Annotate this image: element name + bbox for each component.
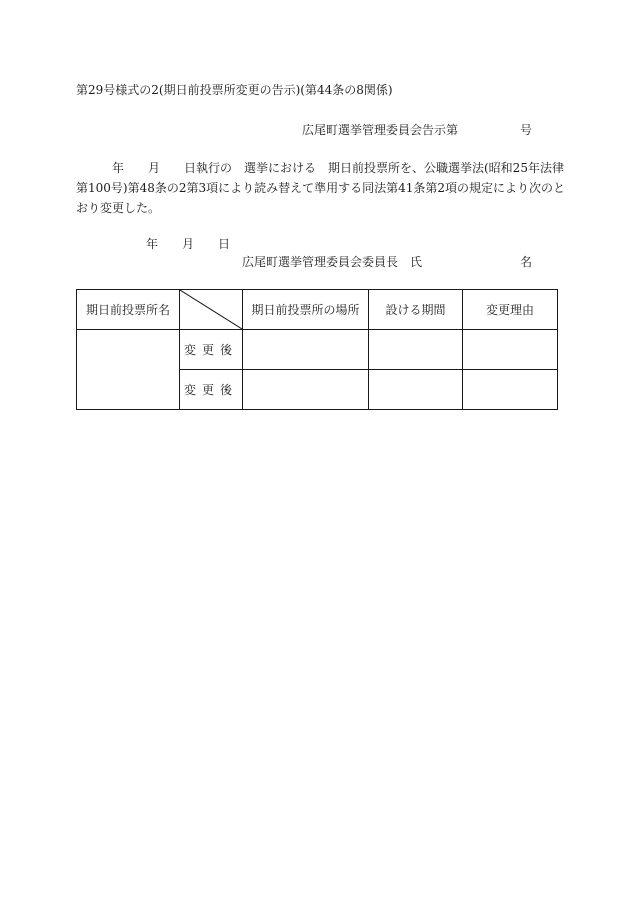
polling-place-table [76,289,558,410]
reason-cell [463,370,558,410]
chair-line [242,256,532,268]
header-diagonal-cell [180,290,243,330]
header-location: 期日前投票所の場所 [243,290,369,330]
period-cell [369,370,463,410]
notice-number-suffix: 号 [520,123,533,137]
diagonal-line [180,290,242,329]
date-day: 日 [218,237,231,251]
place-name-cell [77,330,180,410]
chair-name-suffix: 名 [520,255,533,269]
table-header-row [77,290,558,330]
body-line-1-text: 年 月 日執行の 選挙における 期日前投票所を、公職選挙法(昭和25年法律 [112,161,564,175]
table-row [77,330,558,370]
body-line-2: 第100号)第48条の2第3項により読み替えて準用する同法第41条第2項の規定により次のと [76,181,566,195]
notice-number-line [302,124,532,136]
date-year: 年 [146,237,159,251]
header-place-name: 期日前投票所名 [77,290,180,330]
header-reason: 変更理由 [463,290,558,330]
date-line [146,238,230,250]
chair-title: 広尾町選挙管理委員会委員長 [242,255,399,269]
chair-name-prefix: 氏 [410,255,423,269]
header-period: 設ける期間 [369,290,463,330]
location-cell [243,370,369,410]
notice-issuer: 広尾町選挙管理委員会告示第 [302,123,459,137]
form-title: 第29号様式の2(期日前投票所変更の告示)(第44条の8関係) [76,83,393,97]
period-cell [369,330,463,370]
row-label: 変更後 [180,330,243,370]
reason-cell [463,330,558,370]
body-line-1 [76,162,564,174]
body-line-3: おり変更した。 [76,201,161,215]
row-label: 変更後 [180,370,243,410]
location-cell [243,330,369,370]
date-month: 月 [182,237,195,251]
